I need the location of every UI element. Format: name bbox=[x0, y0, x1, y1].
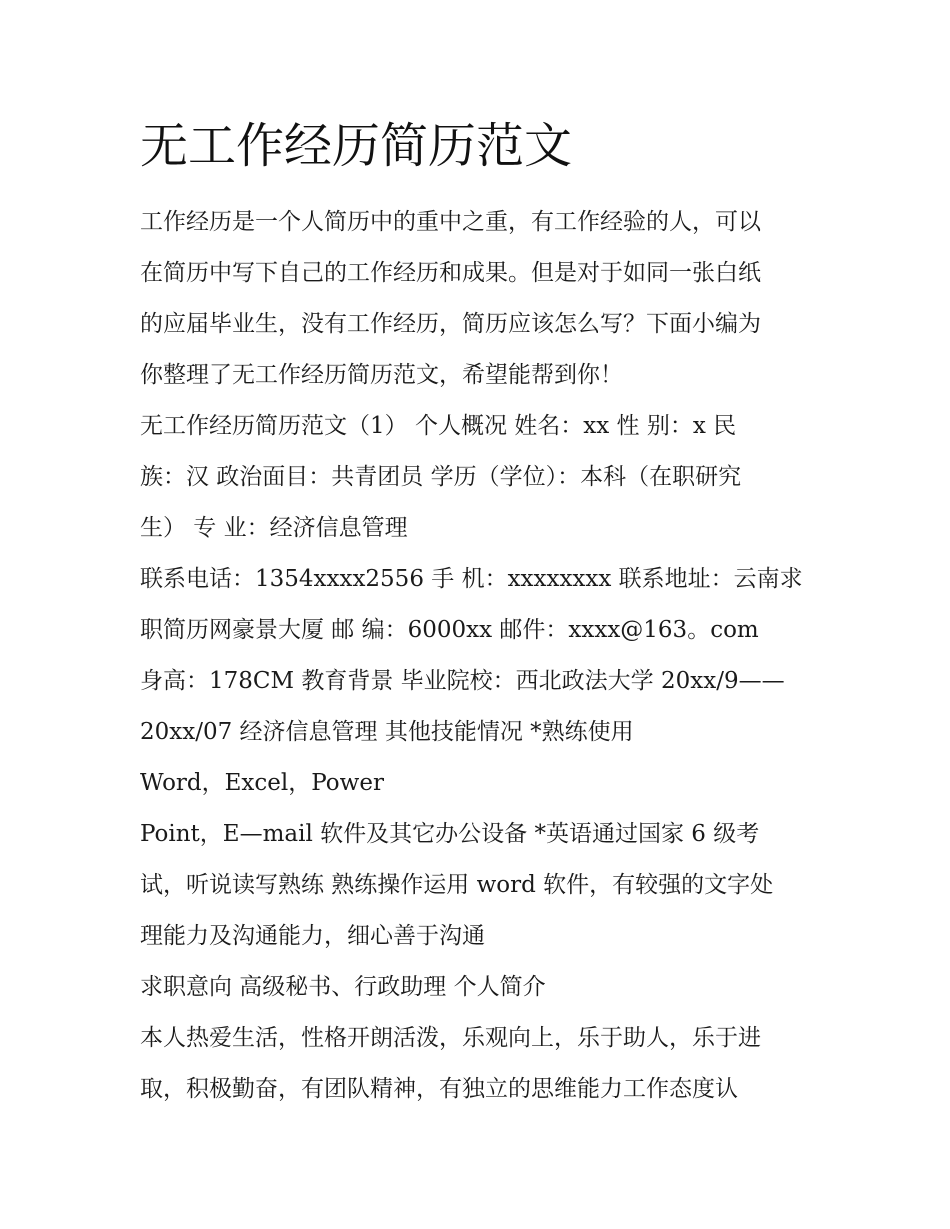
document-body bbox=[140, 197, 830, 1115]
body-line-16: 求职意向 高级秘书、行政助理 个人简介 bbox=[140, 974, 546, 1000]
body-line-11: 20xx/07 经济信息管理 其他技能情况 *熟练使用 bbox=[140, 719, 634, 745]
body-line-10: 身高：178CM 教育背景 毕业院校：西北政法大学 20xx/9—— bbox=[140, 668, 785, 694]
body-line-14: 试，听说读写熟练 熟练操作运用 word 软件，有较强的文字处 bbox=[140, 872, 774, 898]
body-line-6: 族：汉 政治面目：共青团员 学历（学位）：本科（在职研究 bbox=[140, 464, 742, 490]
body-line-12: Word，Excel，Power bbox=[140, 770, 384, 796]
body-line-8: 联系电话：1354xxxx2556 手 机：xxxxxxxx 联系地址：云南求 bbox=[140, 566, 803, 592]
body-line-1: 工作经历是一个人简历中的重中之重，有工作经验的人，可以 bbox=[140, 209, 761, 235]
body-line-5: 无工作经历简历范文（1） 个人概况 姓名：xx 性 别：x 民 bbox=[140, 413, 737, 439]
body-line-13: Point，E—mail 软件及其它办公设备 *英语通过国家 6 级考 bbox=[140, 821, 760, 847]
body-line-9: 职简历网豪景大厦 邮 编：6000xx 邮件：xxxx@163。com bbox=[140, 617, 759, 643]
body-line-7: 生） 专 业：经济信息管理 bbox=[140, 515, 408, 541]
body-line-17: 本人热爱生活，性格开朗活泼，乐观向上，乐于助人，乐于进 bbox=[140, 1025, 761, 1051]
body-line-3: 的应届毕业生，没有工作经历，简历应该怎么写？下面小编为 bbox=[140, 311, 761, 337]
body-line-4: 你整理了无工作经历简历范文，希望能帮到你！ bbox=[140, 362, 623, 388]
body-line-15: 理能力及沟通能力，细心善于沟通 bbox=[140, 923, 485, 949]
document-title: 无工作经历简历范文 bbox=[140, 118, 573, 174]
body-line-18: 取，积极勤奋，有团队精神，有独立的思维能力工作态度认 bbox=[140, 1076, 738, 1102]
body-line-2: 在简历中写下自己的工作经历和成果。但是对于如同一张白纸 bbox=[140, 260, 761, 286]
